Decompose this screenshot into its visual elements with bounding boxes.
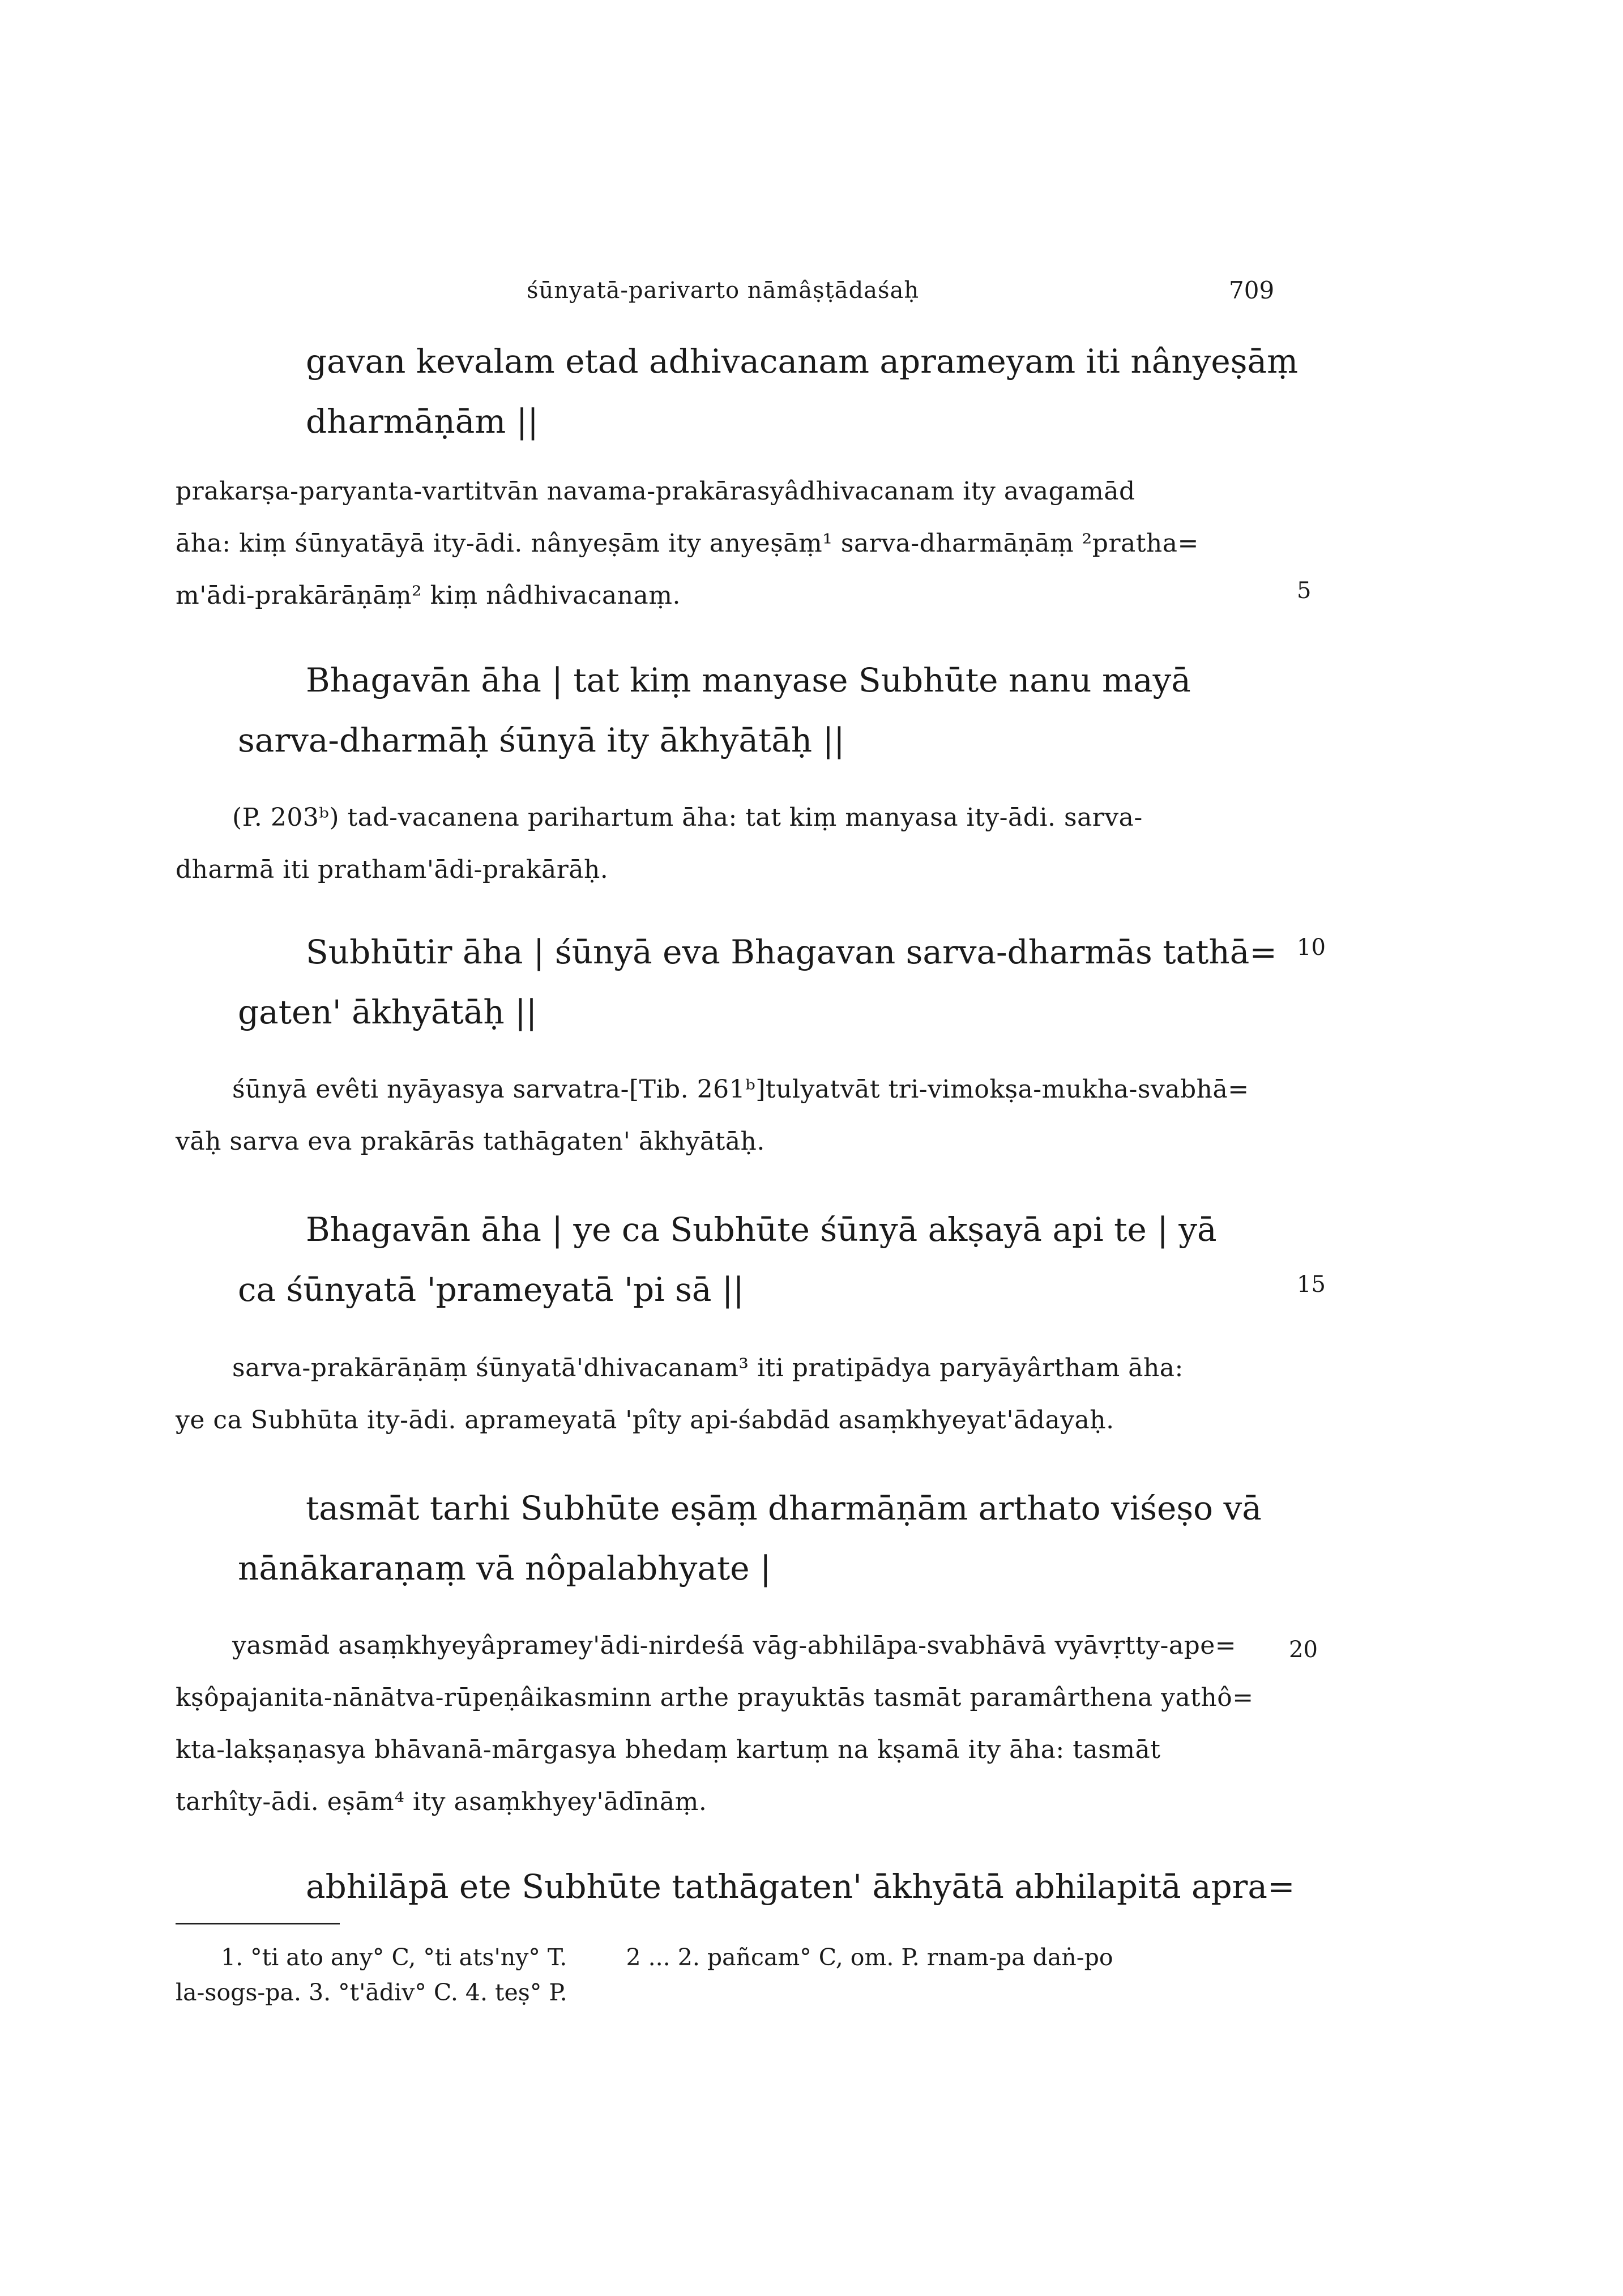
root-text-block — [306, 331, 1298, 451]
line-number: 5 — [1297, 578, 1312, 604]
text-line: vāḥ sarva eva prakārās tathāgaten' ākhyātāḥ. — [176, 1127, 765, 1156]
root-text-block — [306, 1857, 1295, 1917]
text-line: kta-lakṣaṇasya bhāvanā-mārgasya bhedaṃ kartuṃ na kṣamā ity āha: tasmāt — [176, 1735, 1161, 1764]
text-line: m'ādi-prakārāṇāṃ² kiṃ nâdhivacanaṃ. — [176, 581, 681, 610]
footnote-line: 1. °ti ato any° C, °ti ats'ny° T. 2 ... 2. pañcam° C, om. P. rnam-pa daṅ-po — [221, 1944, 1113, 1971]
text-line: prakarṣa-paryanta-vartitvān navama-prakārasyâdhivacanam ity avagamād — [176, 477, 1135, 506]
text-line: tasmāt tarhi Subhūte eṣāṃ dharmāṇām arthato viśeṣo vā — [306, 1489, 1262, 1527]
text-line: abhilāpā ete Subhūte tathāgaten' ākhyātā abhilapitā apra= — [306, 1867, 1295, 1906]
text-line: kṣôpajanita-nānātva-rūpeṇâikasminn arthe prayuktās tasmāt paramârthena yathô= — [176, 1683, 1254, 1712]
text-line: sarva-prakārāṇāṃ śūnyatā'dhivacanam³ iti pratipādya paryāyârtham āha: — [232, 1354, 1184, 1382]
text-line: gavan kevalam etad adhivacanam aprameyam iti nânyeṣāṃ — [306, 342, 1299, 381]
text-line: dharmā iti pratham'ādi-prakārāḥ. — [176, 855, 609, 884]
text-line: Bhagavān āha | ye ca Subhūte śūnyā akṣayā api te | yā — [306, 1210, 1217, 1249]
text-line: Subhūtir āha | śūnyā eva Bhagavan sarva-dharmās tathā= — [306, 933, 1277, 971]
text-line: ca śūnyatā 'prameyatā 'pi sā || — [238, 1270, 744, 1309]
text-line: sarva-dharmāḥ śūnyā ity ākhyātāḥ || — [238, 721, 845, 759]
text-line: (P. 203ᵇ) tad-vacanena parihartum āha: tat kiṃ manyasa ity-ādi. sarva- — [232, 803, 1143, 832]
text-line: gaten' ākhyātāḥ || — [238, 993, 537, 1031]
commentary-block — [176, 1620, 1254, 1828]
text-line: dharmāṇām || — [306, 402, 539, 441]
text-line: āha: kiṃ śūnyatāyā ity-ādi. nânyeṣām ity anyeṣāṃ¹ sarva-dharmāṇāṃ ²pratha= — [176, 529, 1199, 558]
text-line: tarhîty-ādi. eṣām⁴ ity asaṃkhyey'ādīnāṃ. — [176, 1787, 707, 1816]
text-line: Bhagavān āha | tat kiṃ manyase Subhūte nanu mayā — [306, 661, 1191, 699]
root-text-block — [238, 1200, 1217, 1320]
text-line: nānākaraṇaṃ vā nôpalabhyate | — [238, 1549, 771, 1587]
root-text-block — [238, 650, 1191, 770]
line-number: 15 — [1297, 1271, 1326, 1298]
text-line: śūnyā evêti nyāyasya sarvatra-[Tib. 261ᵇ]tulyatvāt tri-vimokṣa-mukha-svabhā= — [232, 1075, 1249, 1104]
text-line: ye ca Subhūta ity-ādi. aprameyatā 'pîty api-śabdād asaṃkhyeyat'ādayaḥ. — [176, 1406, 1114, 1435]
line-number: 20 — [1289, 1637, 1318, 1663]
commentary-block — [176, 466, 1199, 622]
line-number: 10 — [1297, 934, 1326, 961]
commentary-block — [176, 1064, 1249, 1168]
footnote-rule — [176, 1923, 340, 1924]
text-line: yasmād asaṃkhyeyâpramey'ādi-nirdeśā vāg-abhilāpa-svabhāvā vyāvṛtty-ape= — [232, 1631, 1237, 1660]
footnotes — [176, 1940, 1113, 2010]
running-header-title: śūnyatā-parivarto nāmâṣṭādaśaḥ — [527, 278, 920, 304]
footnote-line: la-sogs-pa. 3. °t'ādiv° C. 4. teṣ° P. — [176, 1979, 567, 2006]
page-number: 709 — [1229, 276, 1275, 304]
root-text-block — [238, 922, 1277, 1042]
commentary-block — [176, 1342, 1184, 1446]
root-text-block — [238, 1478, 1262, 1598]
commentary-block — [176, 792, 1143, 896]
